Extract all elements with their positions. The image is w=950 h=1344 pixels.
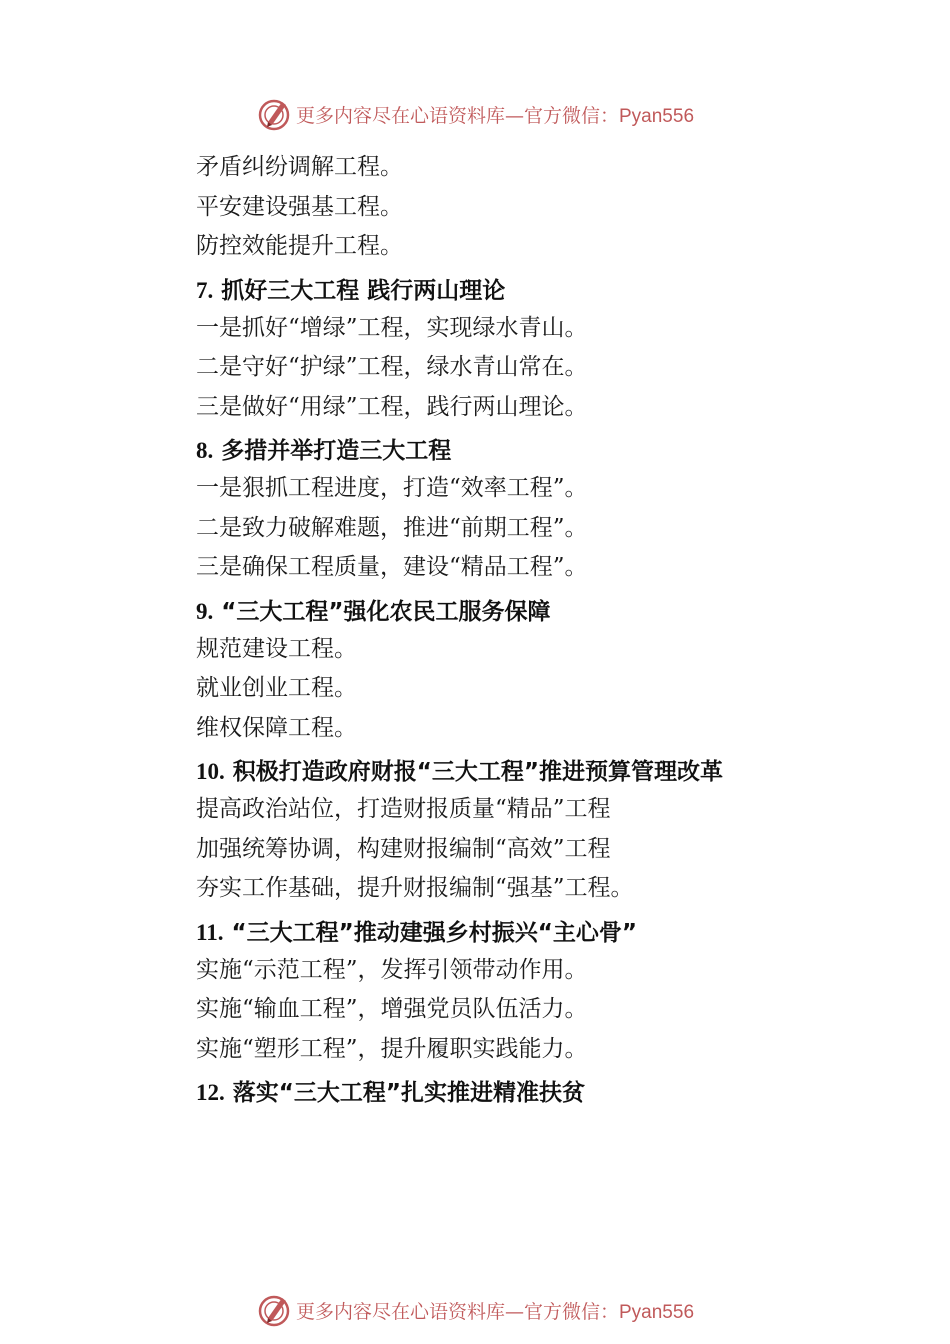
text-line: 二是致力破解难题，推进“前期工程”。 [196, 514, 588, 541]
text-line: 实施“示范工程”，发挥引领带动作用。 [196, 956, 588, 983]
text-line: 实施“输血工程”，增强党员队伍活力。 [196, 996, 588, 1022]
text-line: 夯实工作基础，提升财报编制“强基”工程。 [196, 875, 634, 901]
text-line: 就业创业工程。 [196, 675, 357, 701]
text-line: 一是狠抓工程进度，打造“效率工程”。 [196, 475, 588, 501]
text-line: 提高政治站位，打造财报质量“精品”工程 [196, 796, 611, 822]
text-line: 加强统筹协调，构建财报编制“高效”工程 [196, 835, 611, 862]
section-heading [196, 756, 916, 788]
section-number: 9. [196, 598, 214, 624]
section-heading [196, 596, 916, 628]
banner-text: 更多内容尽在心语资料库—官方微信：Pyan556 [295, 104, 695, 127]
text-line: 二是守好“护绿”工程，绿水青山常在。 [196, 354, 588, 380]
footer-banner [0, 1290, 950, 1330]
header-banner [0, 94, 950, 134]
section-title: 积极打造政府财报“三大工程”推进预算管理改革 [232, 759, 723, 785]
section-heading [196, 275, 916, 307]
section-title: 抓好三大工程 践行两山理论 [221, 277, 506, 304]
text-line: 三是做好“用绿”工程，践行两山理论。 [196, 393, 588, 420]
section-heading [196, 1077, 916, 1109]
section-list [196, 148, 916, 1109]
section-title: 多措并举打造三大工程 [221, 438, 452, 464]
section-number: 7. [196, 277, 214, 303]
text-line: 维权保障工程。 [196, 714, 357, 741]
section-title: “三大工程”推动建强乡村振兴“主心骨” [231, 919, 637, 946]
text-line: 矛盾纠纷调解工程。 [196, 154, 403, 180]
text-line: 防控效能提升工程。 [196, 233, 403, 259]
wechat-id: Pyan556 [619, 105, 695, 127]
text-line: 一是抓好“增绿”工程，实现绿水青山。 [196, 314, 588, 341]
section-title: “三大工程”强化农民工服务保障 [221, 598, 551, 625]
text-line: 规范建设工程。 [196, 635, 357, 662]
text-line: 平安建设强基工程。 [196, 193, 403, 220]
pen-logo-icon [256, 1292, 292, 1328]
text-line: 实施“塑形工程”，提升履职实践能力。 [196, 1035, 588, 1062]
section-title: 落实“三大工程”扎实推进精准扶贫 [232, 1080, 585, 1106]
section-number: 8. [196, 438, 214, 463]
section-number: 12. [196, 1080, 225, 1105]
section-number: 11. [196, 919, 224, 945]
section-heading [196, 435, 916, 467]
wechat-id: Pyan556 [619, 1301, 695, 1323]
section-number: 10. [196, 759, 225, 784]
text-line: 三是确保工程质量，建设“精品工程”。 [196, 554, 588, 580]
pen-logo-icon [256, 96, 292, 132]
document-body [196, 148, 916, 1111]
section-heading [196, 917, 916, 949]
banner-text: 更多内容尽在心语资料库—官方微信：Pyan556 [295, 1300, 695, 1323]
